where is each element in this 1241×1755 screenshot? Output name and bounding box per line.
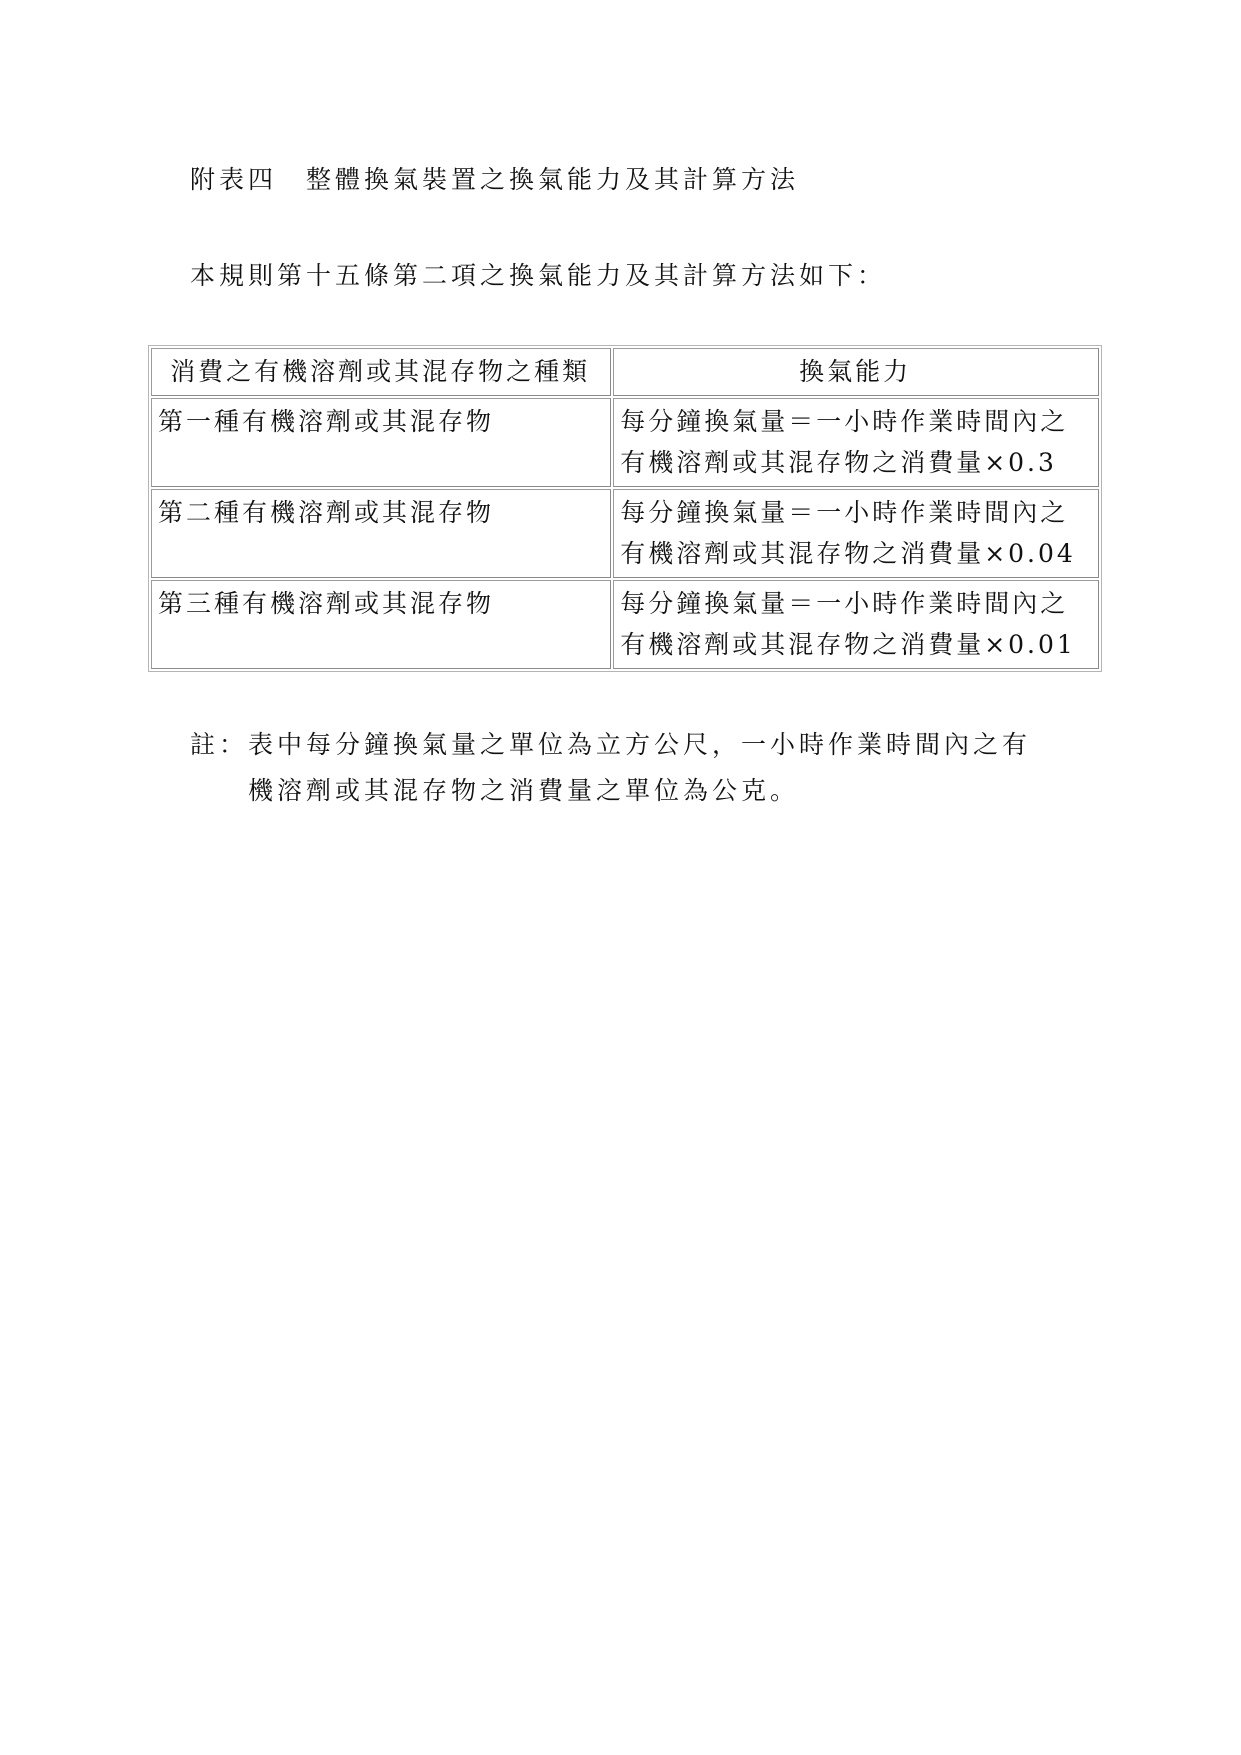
table-header-row [151,348,1099,396]
row-2-solvent-type: 第二種有機溶劑或其混存物 [151,489,611,578]
row-1-capacity [613,398,1099,487]
ventilation-capacity-table [148,345,1102,672]
row-1-solvent-type: 第一種有機溶劑或其混存物 [151,398,611,487]
row-2-capacity-line-1: 每分鐘換氣量＝一小時作業時間內之 [620,498,1069,527]
table-row [151,580,1099,669]
header-ventilation-capacity: 換氣能力 [613,348,1099,396]
row-2-capacity [613,489,1099,578]
footnote-line-2: 機溶劑或其混存物之消費量之單位為公克。 [248,776,800,805]
row-1-capacity-line-2: 有機溶劑或其混存物之消費量×0.3 [620,448,1057,477]
row-2-capacity-line-2: 有機溶劑或其混存物之消費量×0.04 [620,539,1076,568]
table-row [151,398,1099,487]
intro-text: 本規則第十五條第二項之換氣能力及其計算方法如下： [190,261,887,290]
row-3-capacity-line-1: 每分鐘換氣量＝一小時作業時間內之 [620,589,1069,618]
row-3-capacity [613,580,1099,669]
footnote-line-1: 註：表中每分鐘換氣量之單位為立方公尺，一小時作業時間內之有 [190,730,1032,759]
page-title: 附表四 整體換氣裝置之換氣能力及其計算方法 [190,165,800,194]
header-solvent-type: 消費之有機溶劑或其混存物之種類 [151,348,611,396]
row-3-capacity-line-2: 有機溶劑或其混存物之消費量×0.01 [620,630,1076,659]
row-3-solvent-type: 第三種有機溶劑或其混存物 [151,580,611,669]
row-1-capacity-line-1: 每分鐘換氣量＝一小時作業時間內之 [620,407,1069,436]
footnote [190,722,1031,814]
table-row [151,489,1099,578]
